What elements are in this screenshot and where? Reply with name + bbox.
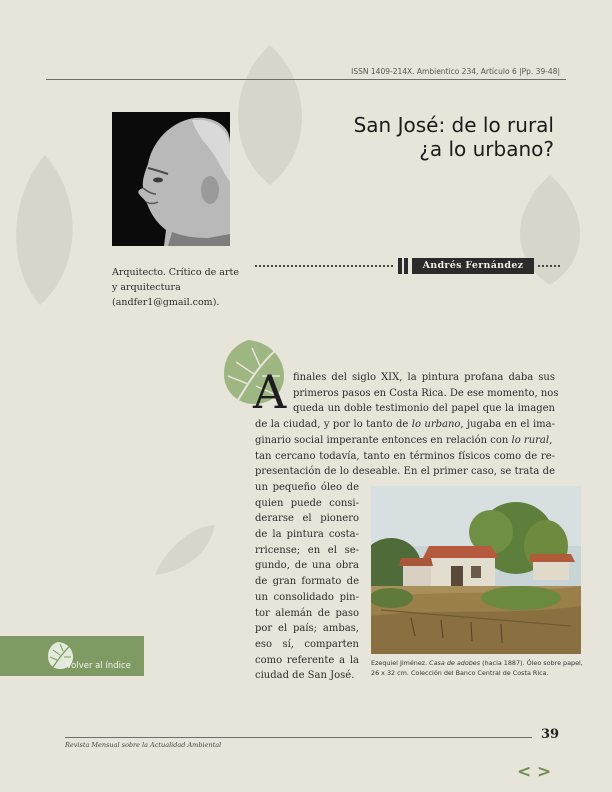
header-rule	[46, 79, 566, 80]
drop-cap: A	[253, 365, 287, 419]
body-line	[293, 401, 555, 417]
body-line	[255, 574, 359, 590]
body-text: queda un doble testimonio del papel que la imagen	[293, 403, 555, 415]
body-text: derarse el pionero	[255, 513, 359, 525]
body-text: finales del siglo XIX, la pintura profana daba sus	[293, 372, 555, 383]
body-text: ginario social imperante entonces en relación con	[255, 434, 512, 446]
body-text: tan cercano todavía, tanto en términos físicos como de re-	[255, 450, 555, 462]
author-dotted-rule	[255, 265, 393, 269]
page-number: 39	[541, 727, 560, 742]
issn-line: ISSN 1409-214X. Ambientico 234, Artículo 6 |Pp. 39-48|	[351, 67, 560, 76]
body-line	[255, 449, 555, 465]
body-line	[255, 637, 359, 653]
caption-author: Ezequiel Jiménez.	[371, 659, 430, 667]
body-text: , jugaba en el ima-	[460, 419, 555, 431]
body-line	[255, 668, 359, 684]
body-text: un pequeño óleo de	[255, 481, 359, 493]
body-emphasis: lo urbano	[411, 419, 461, 431]
body-line	[255, 590, 359, 606]
body-text: eso sí, comparten	[255, 638, 359, 650]
body-emphasis: lo rural	[511, 434, 550, 446]
background-leaf-icon	[0, 150, 90, 310]
body-text: rricense; en el se-	[255, 544, 359, 556]
title-line-1: San José: de lo rural	[353, 113, 554, 137]
body-line	[293, 386, 559, 402]
body-text: como referente a la	[255, 654, 359, 666]
body-line	[255, 417, 555, 433]
author-bar	[404, 258, 408, 274]
body-line	[255, 606, 359, 622]
painting-illustration	[371, 486, 581, 654]
body-text: gundo, de una obra	[255, 560, 359, 572]
author-portrait	[112, 112, 230, 246]
footer-rule	[65, 737, 532, 738]
author-photo	[112, 112, 230, 246]
previous-page-button[interactable]: <	[517, 762, 532, 782]
figure-caption	[371, 658, 583, 678]
title-line-2: ¿a lo urbano?	[419, 137, 554, 161]
body-text: tor alemán de paso	[255, 607, 359, 619]
back-to-index-button[interactable]	[0, 636, 144, 676]
background-leaf-icon	[215, 40, 325, 190]
body-line	[255, 527, 359, 543]
body-line	[255, 433, 555, 449]
body-line	[255, 543, 359, 559]
body-text: de la ciudad, y por lo tanto de	[255, 419, 412, 431]
body-line	[255, 496, 359, 512]
body-text: de gran formato de	[255, 576, 359, 588]
caption-details: (hacia 1887). Óleo sobre papel, 26 x 32 cm. Colección del Banco Central de Costa Rica.	[371, 659, 583, 677]
body-line	[255, 511, 359, 527]
body-line	[255, 558, 359, 574]
body-line	[255, 480, 359, 496]
body-text: ciudad de San José.	[255, 670, 355, 682]
author-bio: Arquitecto. Crítico de arte y arquitectura (andfer1@gmail.com).	[112, 267, 239, 308]
author-dotted-rule	[538, 265, 560, 269]
body-text: quien puede consi-	[255, 497, 359, 509]
back-to-index-label[interactable]: Volver al índice	[66, 661, 131, 671]
journal-name: Revista Mensual sobre la Actualidad Ambiental	[65, 741, 222, 749]
body-text: primeros pasos en Costa Rica. De ese momento, nos	[293, 387, 559, 399]
body-line	[255, 464, 555, 480]
article-title	[354, 113, 554, 161]
body-line	[255, 653, 359, 669]
body-text: ,	[549, 434, 553, 446]
body-text: un consolidado pin-	[255, 591, 359, 603]
body-text: por el país; ambas,	[255, 623, 359, 635]
background-leaf-icon	[150, 520, 220, 580]
caption-title: Casa de adobes	[429, 659, 481, 667]
body-line	[293, 370, 555, 386]
author-name: Andrés Fernández	[412, 258, 534, 274]
body-text: de la pintura costa-	[255, 529, 359, 540]
author-bar	[398, 258, 402, 274]
next-page-button[interactable]: >	[537, 762, 552, 782]
body-text: presentación de lo deseable. En el primer caso, se trata de	[255, 466, 555, 478]
painting-image	[371, 486, 581, 654]
body-line	[255, 621, 359, 637]
